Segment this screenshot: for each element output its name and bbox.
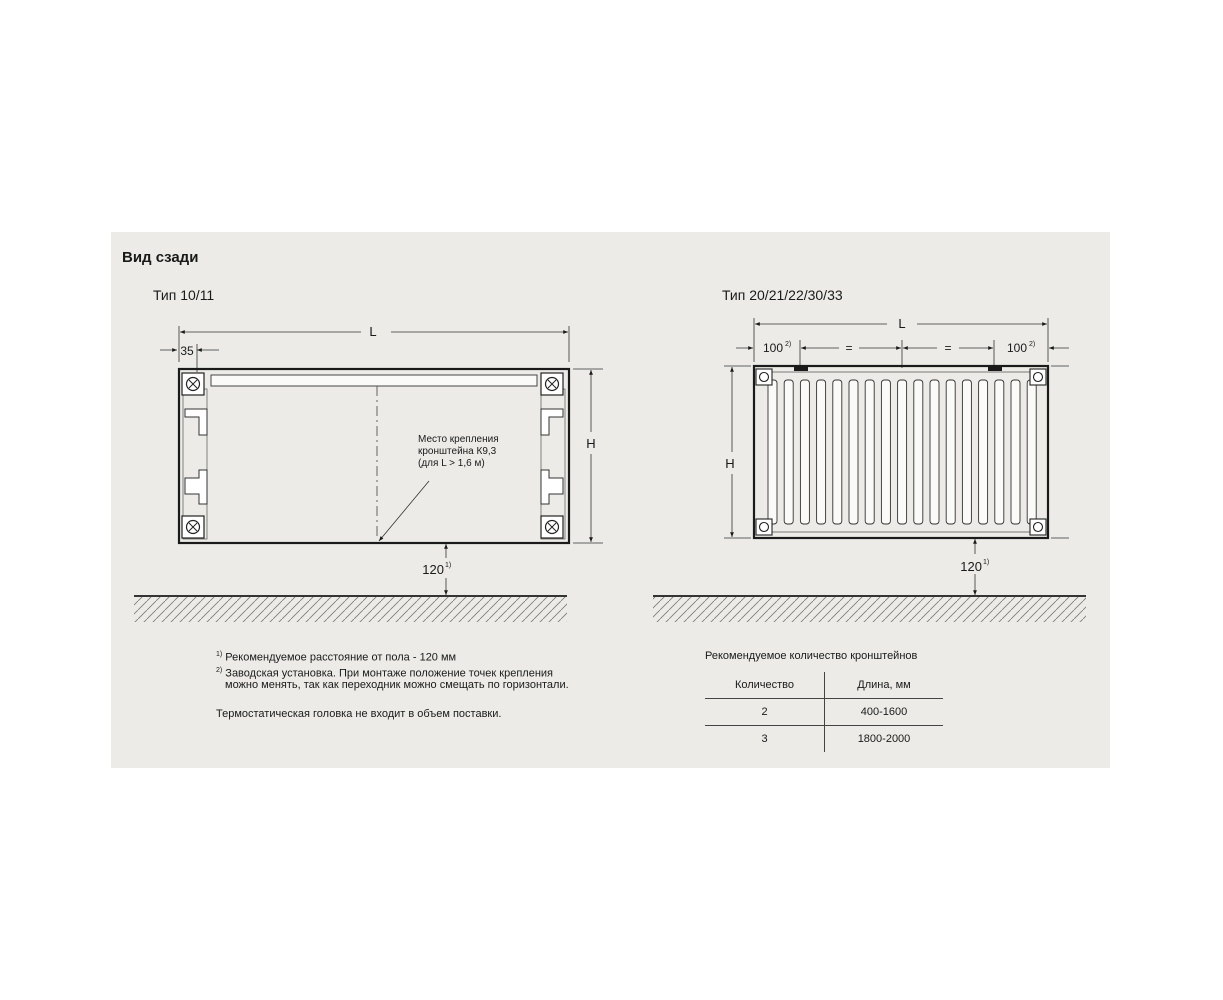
- table-cell: 2: [705, 699, 825, 726]
- footnote-2-ref: 2): [216, 667, 223, 674]
- table-cell: 3: [705, 726, 825, 753]
- radiator-fin: [768, 380, 777, 524]
- left-dim-35: 35: [180, 344, 194, 358]
- left-radiator-drawing: [134, 324, 603, 622]
- table-header-quantity: Количество: [705, 672, 825, 699]
- right-type-label: Тип 20/21/22/30/33: [722, 287, 843, 303]
- right-dim-100-right-ref: 2): [1029, 341, 1036, 348]
- radiator-fin: [946, 380, 955, 524]
- radiator-fin: [1011, 380, 1020, 524]
- bracket-note-line: (для L > 1,6 м): [418, 458, 485, 469]
- table-cell: 400-1600: [825, 699, 944, 726]
- radiator-fin: [881, 380, 890, 524]
- right-dim-100-left: 100: [763, 341, 784, 355]
- footnote-2-cont: можно менять, так как переходник можно смещать по горизонтали.: [225, 679, 569, 691]
- right-dim-equal-1: =: [845, 341, 853, 355]
- radiator-fin: [800, 380, 809, 524]
- right-floor-gap-ref: 1): [983, 559, 990, 566]
- radiator-fin: [914, 380, 923, 524]
- radiator-fin: [979, 380, 988, 524]
- table-row: [705, 726, 943, 753]
- right-dim-H: H: [725, 456, 735, 471]
- footnote-2-line1: Заводская установка. При монтаже положение точек крепления: [225, 667, 553, 680]
- radiator-fin: [898, 380, 907, 524]
- table-header-length: Длина, мм: [857, 679, 911, 691]
- radiator-fin: [865, 380, 874, 524]
- left-type-label: Тип 10/11: [153, 287, 215, 303]
- drawing-panel: [111, 232, 1110, 768]
- radiator-fin: [962, 380, 971, 524]
- footnote-1-ref: 1): [216, 651, 223, 658]
- right-radiator-drawing: [653, 316, 1086, 622]
- left-floor-gap: 120: [422, 562, 444, 577]
- bracket-note-line: кронштейна К9,3: [418, 446, 497, 457]
- table-row: [705, 699, 943, 726]
- left-dim-H: H: [586, 436, 596, 451]
- table-cell: 1800-2000: [857, 733, 911, 745]
- right-dim-100-right: 100: [1007, 341, 1028, 355]
- radiator-fin: [784, 380, 793, 524]
- thermostat-note: Термостатическая головка не входит в объем поставки.: [216, 708, 502, 720]
- page-title: Вид сзади: [122, 249, 199, 266]
- bracket-note: [418, 434, 499, 470]
- left-floor-gap-ref: 1): [445, 562, 452, 569]
- radiator-fins: [768, 380, 1036, 524]
- right-dim-equal-2: =: [944, 341, 952, 355]
- table-header-row: [705, 672, 943, 699]
- radiator-fin: [833, 380, 842, 524]
- radiator-fin: [995, 380, 1004, 524]
- right-dim-100-left-ref: 2): [785, 341, 792, 348]
- radiator-fin: [817, 380, 826, 524]
- radiator-fin: [930, 380, 939, 524]
- left-dim-L: L: [369, 324, 377, 339]
- footnote-1-text: Рекомендуемое расстояние от пола - 120 мм: [225, 651, 457, 664]
- bracket-table-title: Рекомендуемое количество кронштейнов: [705, 650, 918, 662]
- right-dim-L: L: [898, 316, 906, 331]
- radiator-fin: [849, 380, 858, 524]
- bracket-table: [705, 672, 943, 752]
- right-floor-gap: 120: [960, 559, 982, 574]
- bracket-note-line: Место крепления: [418, 434, 499, 445]
- radiator-fin: [1027, 380, 1036, 524]
